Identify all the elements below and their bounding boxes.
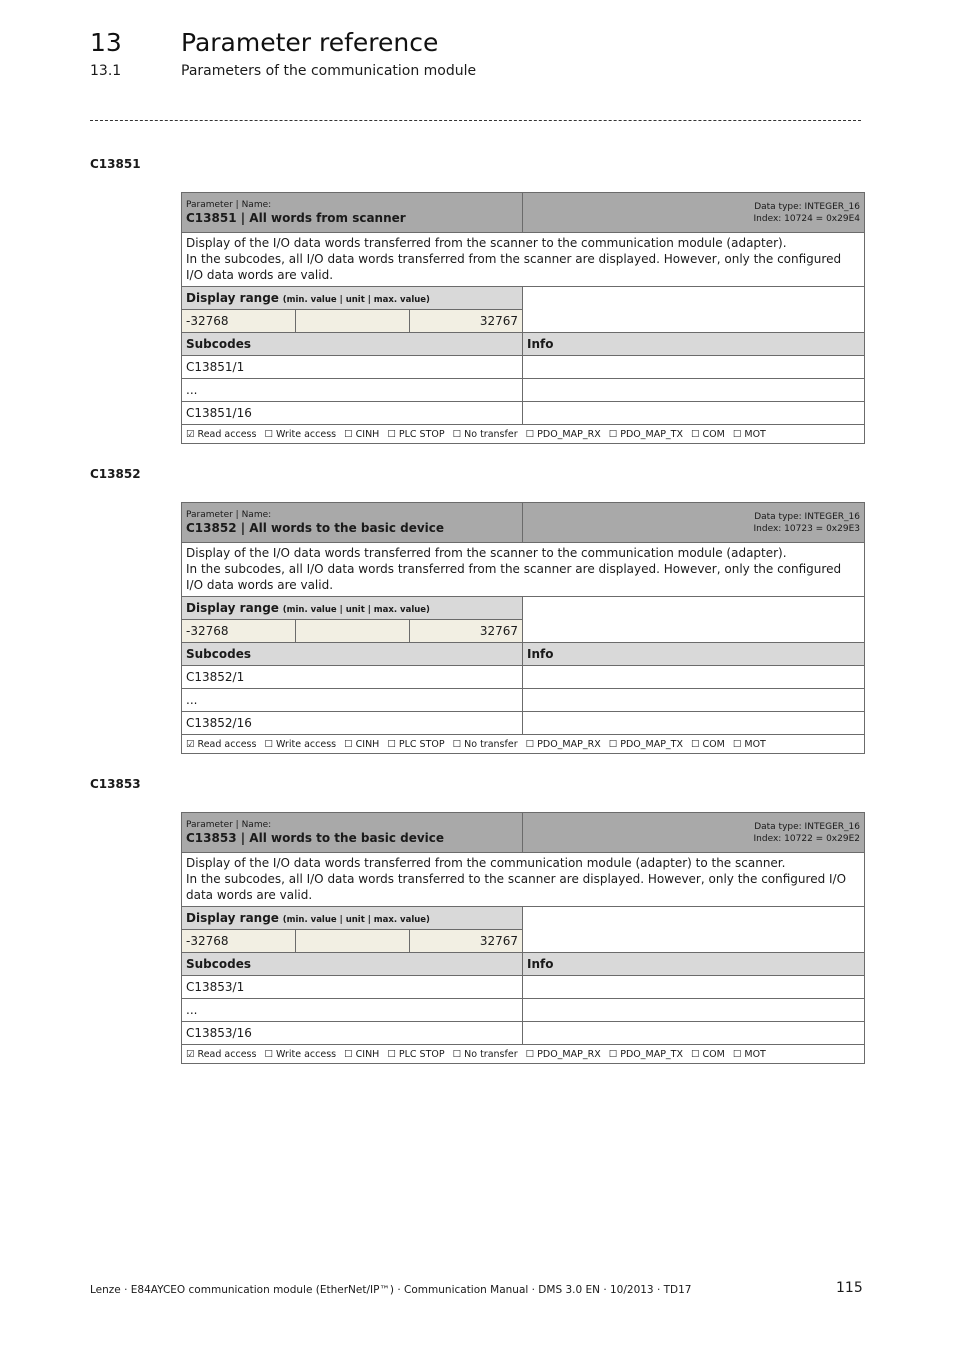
info-header: Info (523, 953, 865, 976)
subcode-row (182, 999, 865, 1022)
min-value: -32768 (182, 310, 296, 333)
access-flag: ☐ COM (691, 428, 725, 440)
data-type-cell (523, 813, 865, 853)
subcode-cell: C13851/16 (182, 402, 523, 425)
display-range-label-cell (182, 907, 523, 930)
subcode-row (182, 976, 865, 999)
subcode-cell: C13853/1 (182, 976, 523, 999)
access-flag: ☐ PLC STOP (387, 738, 445, 750)
parameter-heading: C13853 (90, 777, 141, 791)
access-flag: ☐ MOT (732, 738, 766, 750)
unit-value (296, 620, 410, 643)
unit-value (296, 310, 410, 333)
max-value: 32767 (410, 310, 523, 333)
subcode-row (182, 402, 865, 425)
parameter-header-row (182, 813, 865, 853)
data-type-cell (523, 503, 865, 543)
access-flag: ☐ PLC STOP (387, 428, 445, 440)
access-flag: ☐ PDO_MAP_RX (525, 428, 601, 440)
parameter-table (181, 502, 865, 754)
chapter-number: 13 (90, 28, 122, 57)
parameter-name: C13852 | All words to the basic device (186, 521, 445, 535)
parameter-heading: C13851 (90, 157, 141, 171)
access-flag: ☐ PDO_MAP_TX (608, 1048, 683, 1060)
access-flag: ☐ Write access (264, 738, 337, 750)
access-flag: ☑ Read access (186, 1048, 257, 1060)
access-flag: ☐ CINH (344, 1048, 380, 1060)
info-header: Info (523, 333, 865, 356)
access-flag: ☐ COM (691, 1048, 725, 1060)
display-range-hint: (min. value | unit | max. value) (282, 605, 430, 615)
display-range-blank (523, 907, 865, 953)
subcode-info-cell (523, 976, 865, 999)
access-flags (182, 425, 865, 444)
access-flag: ☐ MOT (732, 1048, 766, 1060)
subcode-cell: ... (182, 689, 523, 712)
subcodes-header: Subcodes (182, 953, 523, 976)
access-flag: ☐ PDO_MAP_TX (608, 738, 683, 750)
subcode-row (182, 712, 865, 735)
parameter-heading: C13852 (90, 467, 141, 481)
subcode-cell: C13851/1 (182, 356, 523, 379)
max-value: 32767 (410, 930, 523, 953)
subcode-info-cell (523, 666, 865, 689)
subcode-info-cell (523, 689, 865, 712)
parameter-index: Index: 10724 = 0x29E4 (753, 213, 860, 224)
max-value: 32767 (410, 620, 523, 643)
dashed-divider (90, 120, 861, 121)
display-range-label: Display range (186, 291, 279, 305)
display-range-blank (523, 287, 865, 333)
access-flag: ☑ Read access (186, 738, 257, 750)
subcode-info-cell (523, 1022, 865, 1045)
parameter-index: Index: 10723 = 0x29E3 (753, 523, 860, 534)
access-flag: ☐ MOT (732, 428, 766, 440)
subcodes-header: Subcodes (182, 643, 523, 666)
min-value: -32768 (182, 930, 296, 953)
subcode-row (182, 356, 865, 379)
data-type: Data type: INTEGER_16 (754, 821, 860, 832)
display-range-label-cell (182, 597, 523, 620)
section-number: 13.1 (90, 63, 122, 79)
data-type: Data type: INTEGER_16 (754, 511, 860, 522)
access-flag: ☐ No transfer (452, 1048, 518, 1060)
min-value: -32768 (182, 620, 296, 643)
subcode-row (182, 1022, 865, 1045)
access-flag: ☑ Read access (186, 428, 257, 440)
display-range-blank (523, 597, 865, 643)
access-flags (182, 1045, 865, 1064)
access-flag: ☐ PDO_MAP_RX (525, 1048, 601, 1060)
subcode-info-cell (523, 379, 865, 402)
unit-value (296, 930, 410, 953)
page-number: 115 (836, 1280, 863, 1296)
subcode-info-cell (523, 356, 865, 379)
access-flag: ☐ PDO_MAP_RX (525, 738, 601, 750)
subcode-info-cell (523, 712, 865, 735)
parameter-name-label: Parameter | Name: (186, 820, 272, 830)
parameter-name-label: Parameter | Name: (186, 200, 272, 210)
access-flag: ☐ COM (691, 738, 725, 750)
display-range-hint: (min. value | unit | max. value) (282, 295, 430, 305)
access-flag: ☐ Write access (264, 428, 337, 440)
parameter-name-cell (182, 503, 523, 543)
display-range-label-cell (182, 287, 523, 310)
access-flag: ☐ CINH (344, 428, 380, 440)
subcodes-header: Subcodes (182, 333, 523, 356)
access-flag: ☐ PDO_MAP_TX (608, 428, 683, 440)
subcode-info-cell (523, 999, 865, 1022)
parameter-name-cell (182, 813, 523, 853)
access-flag: ☐ No transfer (452, 428, 518, 440)
access-flag: ☐ PLC STOP (387, 1048, 445, 1060)
access-flag: ☐ CINH (344, 738, 380, 750)
parameter-header-row (182, 193, 865, 233)
subcode-cell: C13852/1 (182, 666, 523, 689)
subcode-row (182, 379, 865, 402)
parameter-name: C13853 | All words to the basic device (186, 831, 445, 845)
info-header: Info (523, 643, 865, 666)
subcode-row (182, 666, 865, 689)
display-range-hint: (min. value | unit | max. value) (282, 915, 430, 925)
subcode-cell: C13852/16 (182, 712, 523, 735)
subcode-cell: ... (182, 999, 523, 1022)
subcode-info-cell (523, 402, 865, 425)
section-title: Parameters of the communication module (181, 63, 477, 79)
parameter-name: C13851 | All words from scanner (186, 211, 406, 225)
parameter-name-cell (182, 193, 523, 233)
subcode-row (182, 689, 865, 712)
parameter-description: Display of the I/O data words transferred from the scanner to the communication module (adapter). In the subcodes, all I/O data words transferred from the scanner are displayed. However, only the configured I/O data words are valid. (182, 543, 865, 597)
subcode-cell: ... (182, 379, 523, 402)
data-type: Data type: INTEGER_16 (754, 201, 860, 212)
parameter-index: Index: 10722 = 0x29E2 (753, 833, 860, 844)
parameter-description: Display of the I/O data words transferred from the communication module (adapter) to the scanner. In the subcodes, all I/O data words transferred to the scanner are displayed. However, only the configured I/O data words are valid. (182, 853, 865, 907)
access-flag: ☐ Write access (264, 1048, 337, 1060)
display-range-label: Display range (186, 601, 279, 615)
parameter-description: Display of the I/O data words transferred from the scanner to the communication module (adapter). In the subcodes, all I/O data words transferred from the scanner are displayed. However, only the configured I/O data words are valid. (182, 233, 865, 287)
subcode-cell: C13853/16 (182, 1022, 523, 1045)
chapter-title: Parameter reference (181, 28, 439, 57)
parameter-header-row (182, 503, 865, 543)
footer-text: Lenze · E84AYCEO communication module (EtherNet/IP™) · Communication Manual · DMS 3.0 EN · 10/2013 · TD17 (90, 1284, 692, 1296)
access-flag: ☐ No transfer (452, 738, 518, 750)
data-type-cell (523, 193, 865, 233)
access-flags (182, 735, 865, 754)
display-range-label: Display range (186, 911, 279, 925)
parameter-table (181, 812, 865, 1064)
parameter-table (181, 192, 865, 444)
parameter-name-label: Parameter | Name: (186, 510, 272, 520)
